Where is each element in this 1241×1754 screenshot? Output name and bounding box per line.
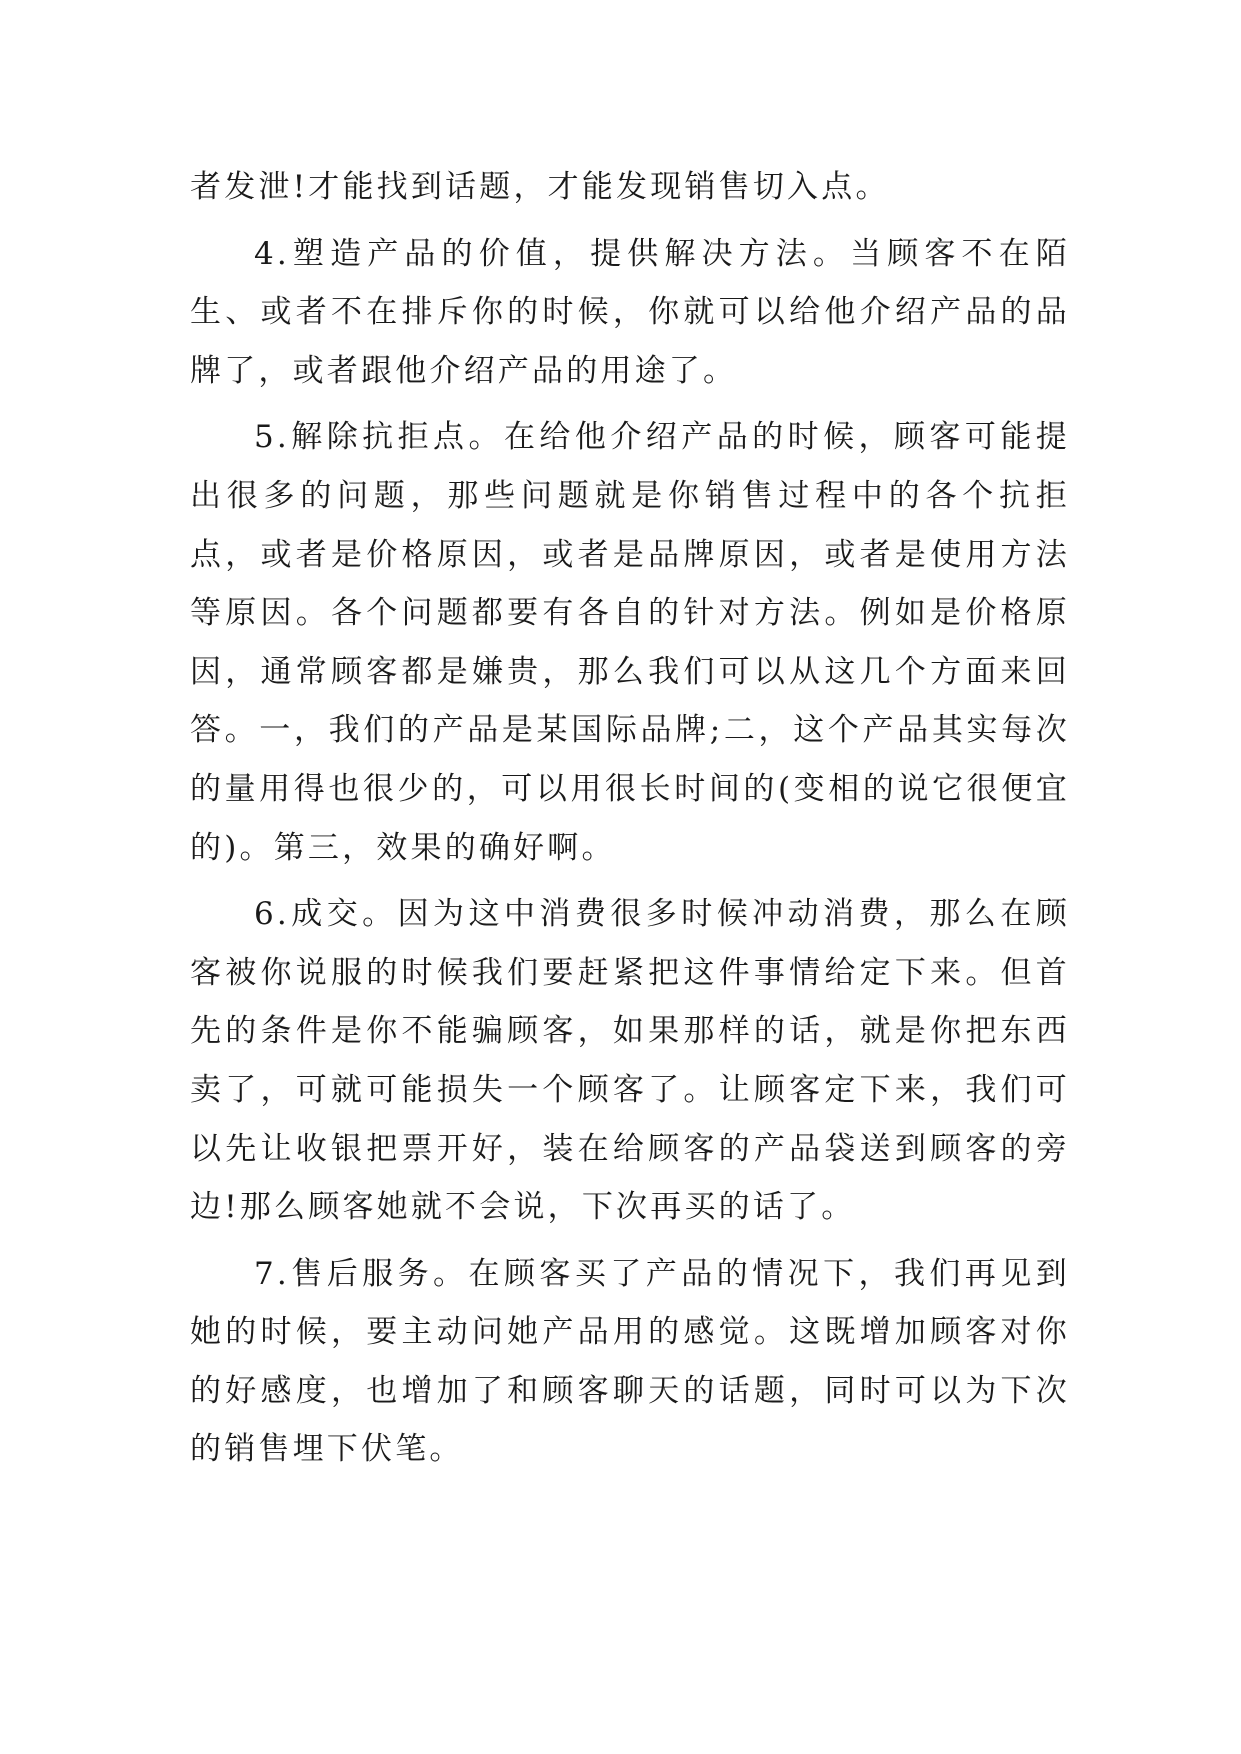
paragraph-item-6: 6.成交。因为这中消费很多时候冲动消费，那么在顾客被你说服的时候我们要赶紧把这件事情给定下来。但首先的条件是你不能骗顾客，如果那样的话，就是你把东西卖了，可就可能损失一个顾客了。让顾客定下来，我们可以先让收银把票开好，装在给顾客的产品袋送到顾客的旁边!那么顾客她就不会说，下次再买的话了。 bbox=[190, 896, 1070, 1226]
paragraph-item-5: 5.解除抗拒点。在给他介绍产品的时候，顾客可能提出很多的问题，那些问题就是你销售过程中的各个抗拒点，或者是价格原因，或者是品牌原因，或者是使用方法等原因。各个问题都要有各自的针对方法。例如是价格原因，通常顾客都是嫌贵，那么我们可以从这几个方面来回答。一，我们的产品是某国际品牌;二，这个产品其实每次的量用得也很少的，可以用很长时间的(变相的说它很便宜的)。第三，效果的确好啊。 bbox=[190, 419, 1070, 866]
paragraph-item-7: 7.售后服务。在顾客买了产品的情况下，我们再见到她的时候，要主动问她产品用的感觉。这既增加顾客对你的好感度，也增加了和顾客聊天的话题，同时可以为下次的销售埋下伏笔。 bbox=[190, 1255, 1070, 1468]
document-body bbox=[190, 158, 1070, 1487]
paragraph-continuation: 者发泄!才能找到话题，才能发现销售切入点。 bbox=[190, 169, 890, 205]
paragraph-item-4: 4.塑造产品的价值，提供解决方法。当顾客不在陌生、或者不在排斥你的时候，你就可以给他介绍产品的品牌了，或者跟他介绍产品的用途了。 bbox=[190, 235, 1070, 389]
